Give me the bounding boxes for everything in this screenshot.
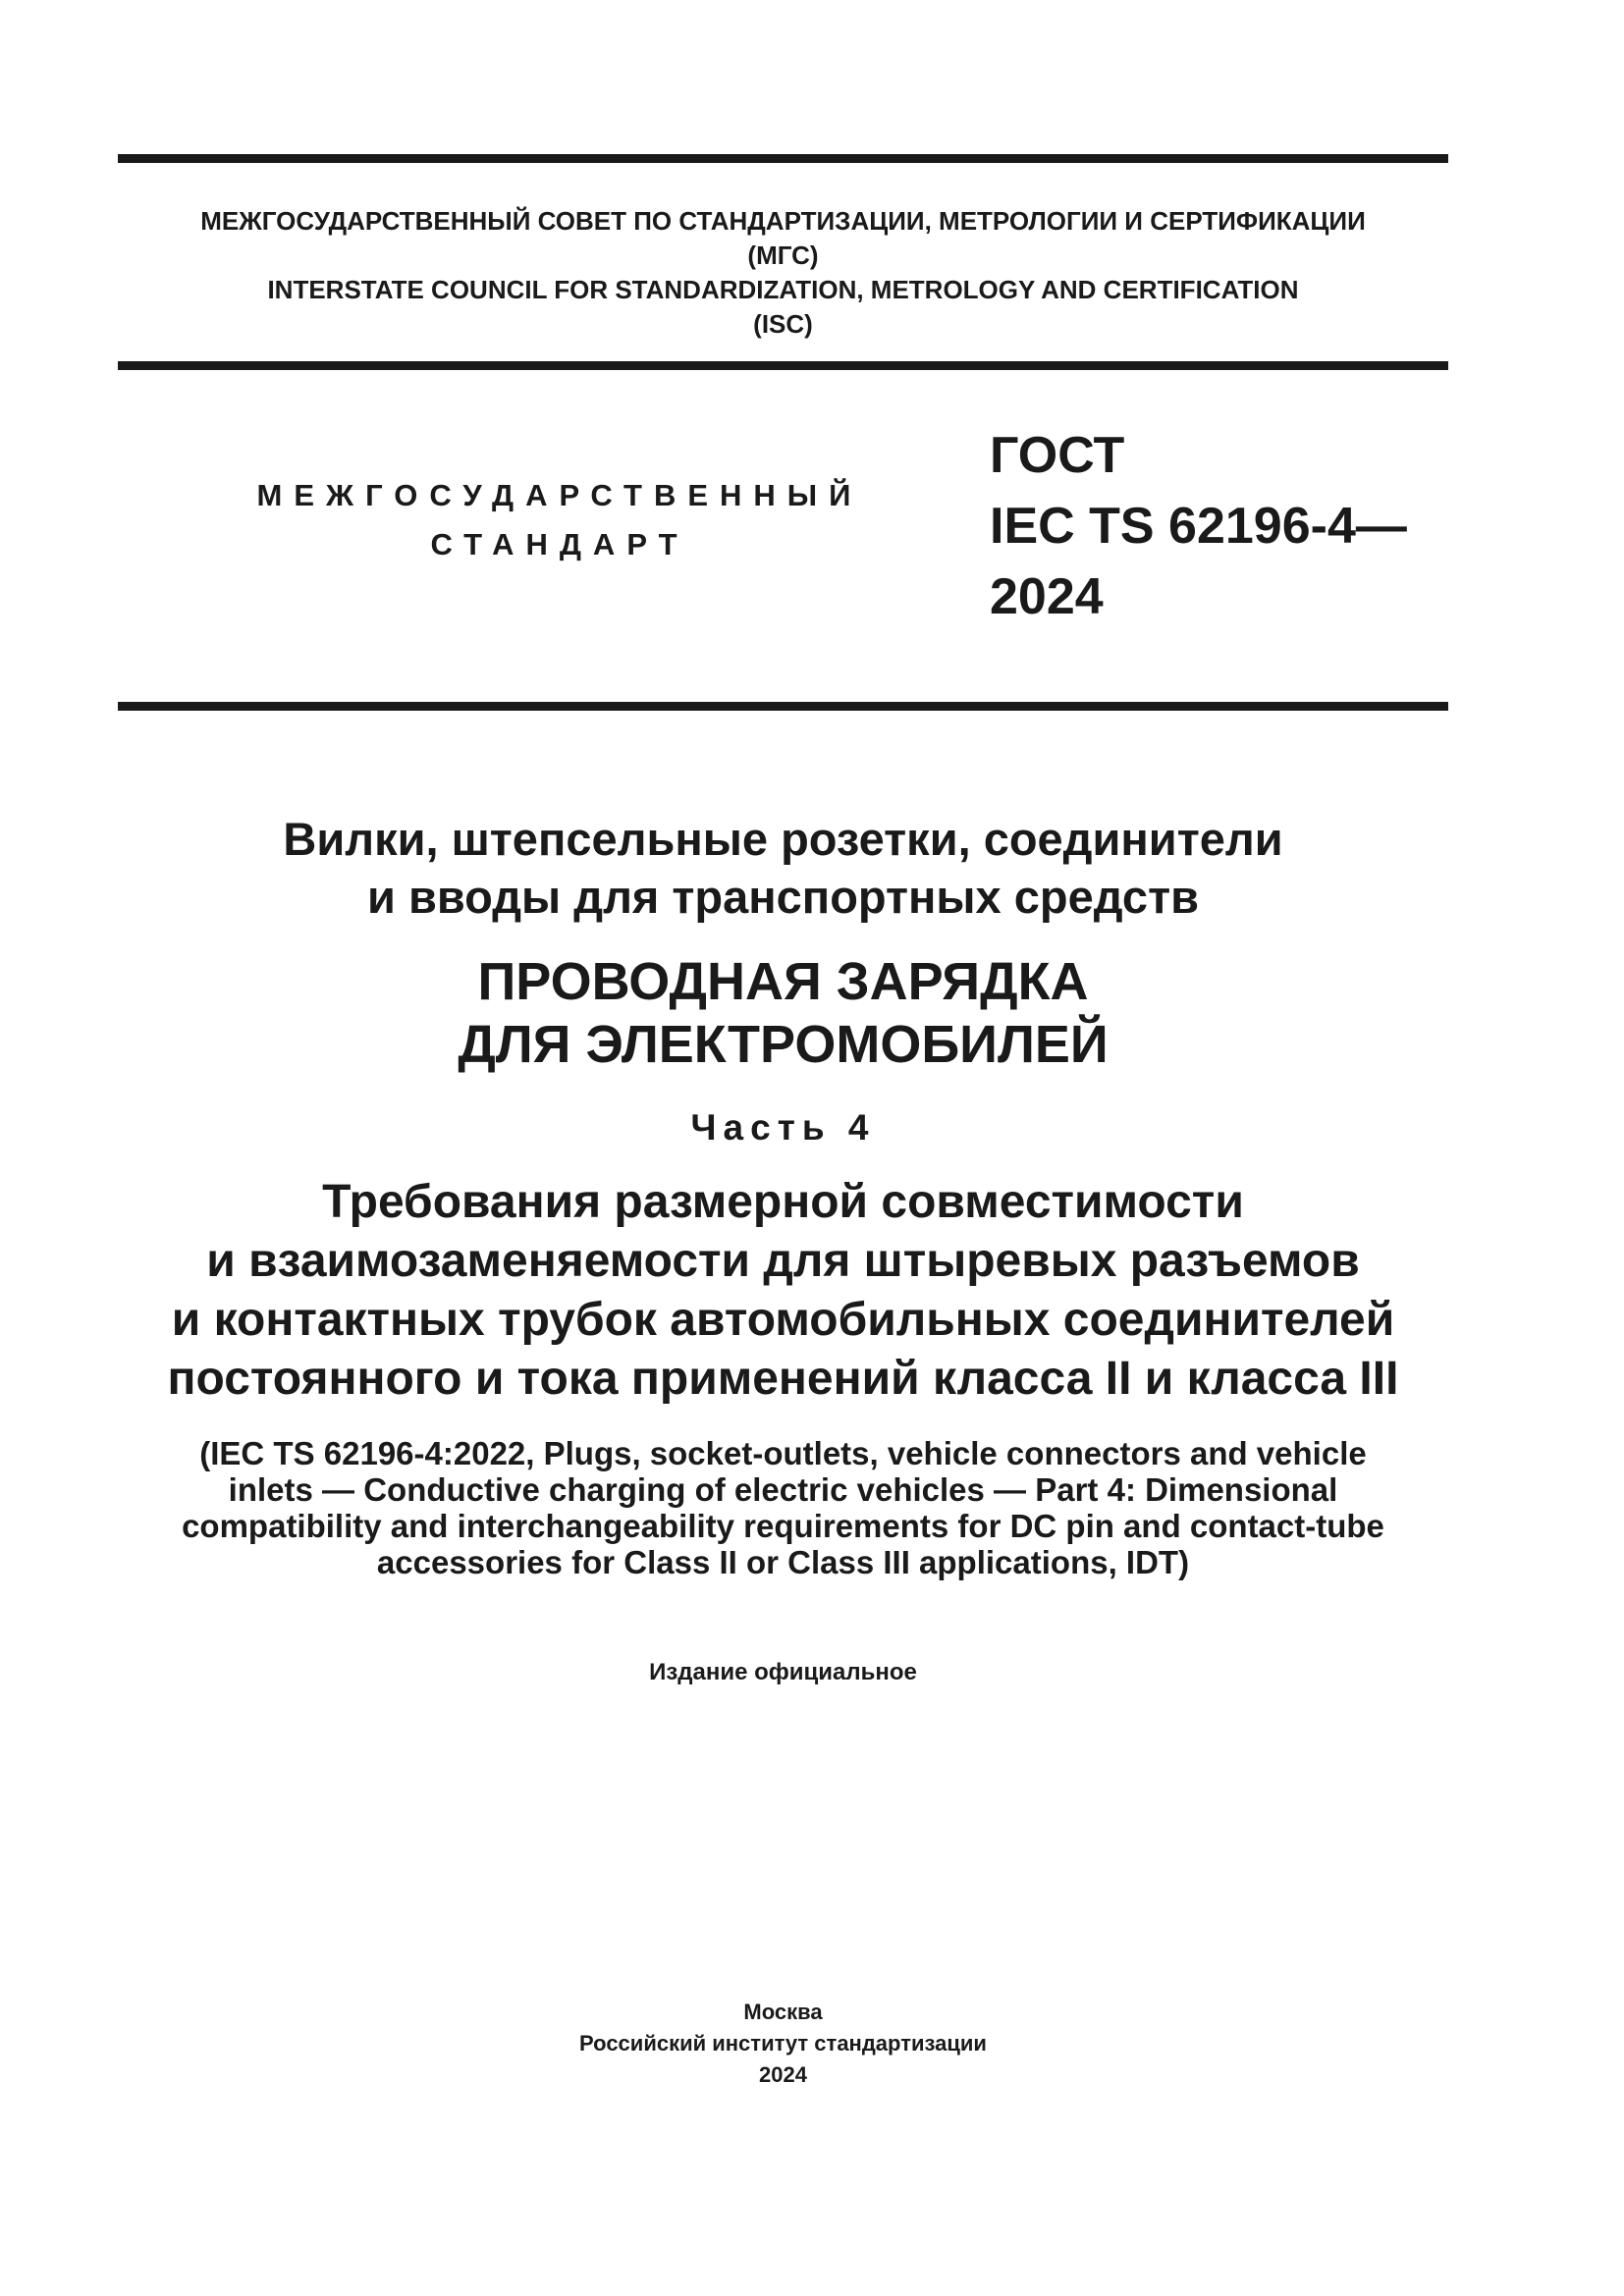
document-part-title bbox=[118, 1173, 1448, 1409]
publisher-institute: Российский институт стандартизации bbox=[579, 2031, 987, 2056]
reference-line-3: compatibility and interchangeability requirements for DC pin and contact-tube bbox=[182, 1508, 1384, 1544]
designation-number: IEC TS 62196-4— bbox=[990, 498, 1407, 555]
reference-line-2: inlets — Conductive charging of electric vehicles — Part 4: Dimensional bbox=[228, 1471, 1338, 1508]
designation-gost: ГОСТ bbox=[990, 427, 1125, 484]
original-standard-reference bbox=[118, 1435, 1448, 1580]
council-name-ru: МЕЖГОСУДАРСТВЕННЫЙ СОВЕТ ПО СТАНДАРТИЗАЦИИ, МЕТРОЛОГИИ И СЕРТИФИКАЦИИ bbox=[200, 206, 1366, 236]
document-part: Часть 4 bbox=[690, 1107, 876, 1148]
publisher-city: Москва bbox=[743, 2000, 823, 2024]
document-subtitle bbox=[118, 810, 1448, 926]
standard-type-line-2: СТАНДАРТ bbox=[430, 527, 689, 561]
reference-line-1: (IEC TS 62196-4:2022, Plugs, socket-outlets, vehicle connectors and vehicle bbox=[199, 1435, 1367, 1471]
part-title-line-2: и взаимозаменяемости для штыревых разъемов bbox=[206, 1235, 1360, 1287]
main-title-line-1: ПРОВОДНАЯ ЗАРЯДКА bbox=[477, 952, 1089, 1011]
document-main-title bbox=[118, 950, 1448, 1076]
top-rule bbox=[118, 154, 1448, 163]
edition-note: Издание официальное bbox=[649, 1659, 917, 1685]
standard-type-line-1: МЕЖГОСУДАРСТВЕННЫЙ bbox=[256, 478, 863, 512]
part-title-line-3: и контактных трубок автомобильных соединителей bbox=[171, 1294, 1395, 1346]
subtitle-line-2: и вводы для транспортных средств bbox=[367, 871, 1199, 923]
reference-line-4: accessories for Class II or Class III applications, IDT) bbox=[376, 1544, 1190, 1580]
publisher-year: 2024 bbox=[759, 2062, 807, 2087]
council-name-en: INTERSTATE COUNCIL FOR STANDARDIZATION, METROLOGY AND CERTIFICATION bbox=[267, 275, 1299, 304]
publisher-block bbox=[118, 1997, 1448, 2091]
designation-year: 2024 bbox=[990, 568, 1104, 625]
subtitle-line-1: Вилки, штепсельные розетки, соединители bbox=[283, 813, 1283, 865]
council-abbr-ru: (МГС) bbox=[747, 240, 819, 270]
council-header bbox=[118, 204, 1448, 342]
main-title-line-2: ДЛЯ ЭЛЕКТРОМОБИЛЕЙ bbox=[458, 1015, 1109, 1074]
part-title-line-1: Требования размерной совместимости bbox=[322, 1176, 1244, 1228]
council-abbr-en: (ISC) bbox=[753, 309, 813, 339]
standard-type-label bbox=[226, 471, 893, 569]
header-rule bbox=[118, 361, 1448, 370]
designation-rule bbox=[118, 702, 1448, 711]
standard-designation bbox=[990, 420, 1461, 632]
part-title-line-4: постоянного и тока применений класса II и класса III bbox=[167, 1353, 1399, 1405]
